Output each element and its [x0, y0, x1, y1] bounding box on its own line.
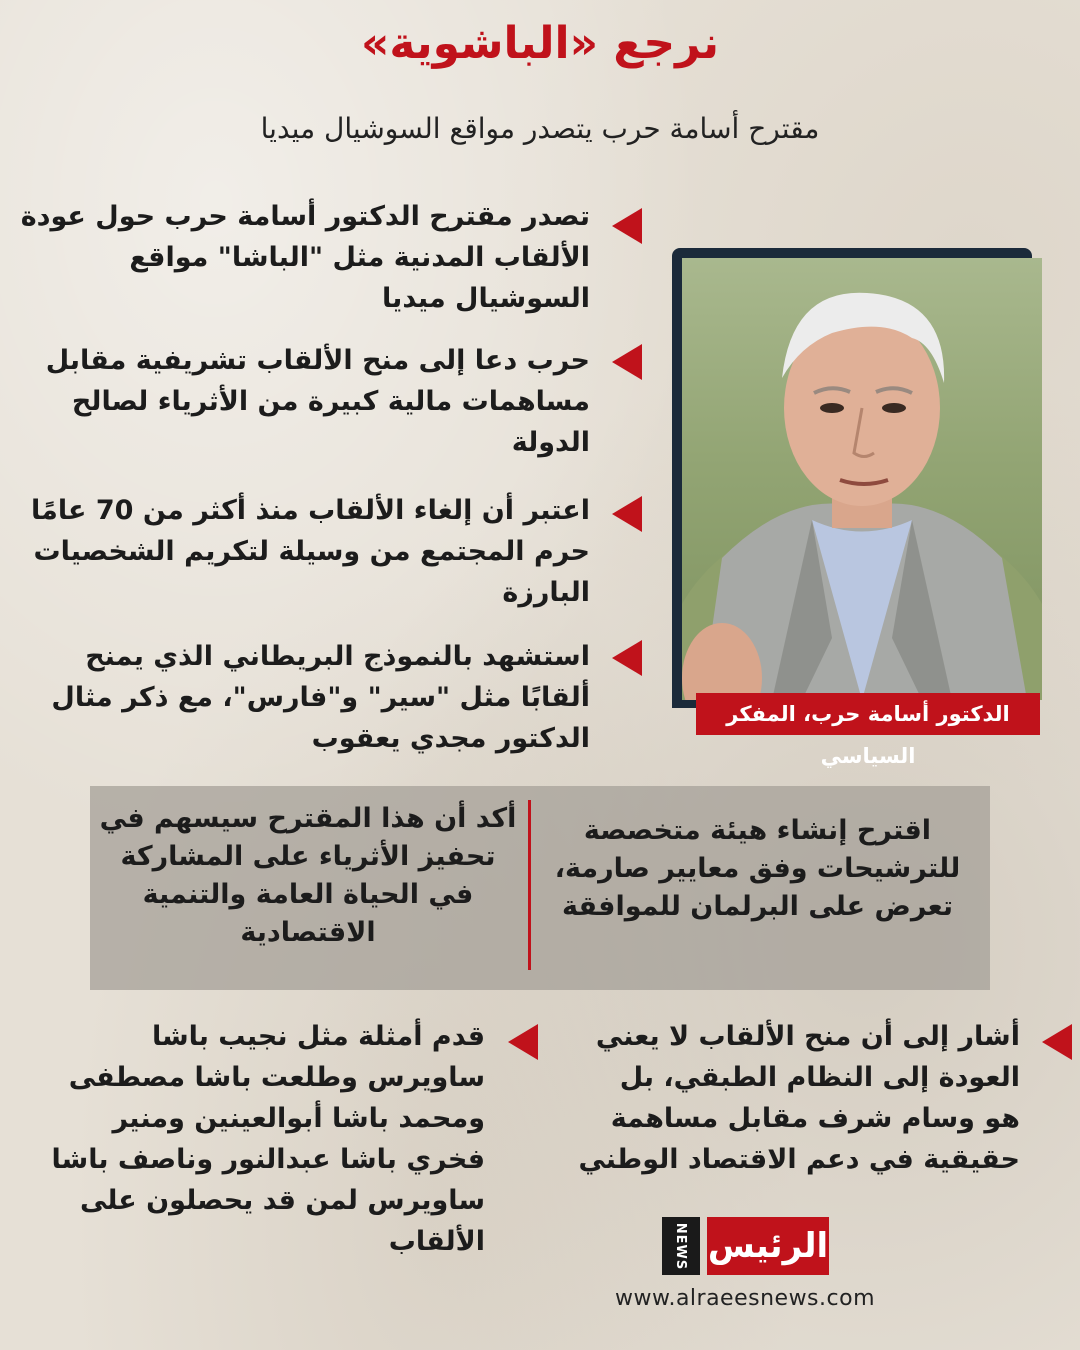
portrait-photo — [682, 258, 1042, 700]
bullet-item-1: تصدر مقترح الدكتور أسامة حرب حول عودة الألقاب المدنية مثل "الباشا" مواقع السوشيال ميديا — [20, 201, 590, 314]
bullet-triangle-icon — [612, 344, 642, 380]
box-right-text: اقترح إنشاء هيئة متخصصة للترشيحات وفق معايير صارمة، تعرض على البرلمان للموافقة — [554, 815, 961, 922]
page-subtitle: مقترح أسامة حرب يتصدر مواقع السوشيال ميديا — [260, 112, 820, 145]
page-title: نرجع «الباشوية» — [361, 18, 719, 69]
photo-caption: الدكتور أسامة حرب، المفكر السياسي — [696, 693, 1040, 735]
bullet-item-4: استشهد بالنموذج البريطاني الذي يمنح ألقابًا مثل "سير" و"فارس"، مع ذكر مثال الدكتور مجدي يعقوب — [51, 641, 590, 754]
bullet-triangle-icon — [612, 496, 642, 532]
site-logo: الرئيس — [707, 1217, 829, 1275]
bullet-triangle-icon — [612, 640, 642, 676]
bullet-triangle-icon — [1042, 1024, 1072, 1060]
bottom-right-text: أشار إلى أن منح الألقاب لا يعني العودة إلى النظام الطبقي، بل هو وسام شرف مقابل مساهمة حقيقية في دعم الاقتصاد الوطني — [578, 1021, 1020, 1175]
bottom-left-text: قدم أمثلة مثل نجيب باشا ساويرس وطلعت باشا مصطفى ومحمد باشا أبوالعينين ومنير فخري باشا عبدالنور وناصف باشا ساويرس لمن قد يحصلون على الألقاب — [51, 1021, 485, 1257]
box-left-text: أكد أن هذا المقترح سيسهم في تحفيز الأثرياء على المشاركة في الحياة العامة والتنمية الاقتصادية — [99, 803, 517, 948]
website-url[interactable]: www.alraeesnews.com — [614, 1286, 876, 1311]
logo-news-label: NEWS — [673, 1222, 689, 1270]
box-divider — [528, 800, 531, 970]
logo-news-badge — [662, 1217, 700, 1275]
bullet-item-3: اعتبر أن إلغاء الألقاب منذ أكثر من 70 عامًا حرم المجتمع من وسيلة لتكريم الشخصيات البارزة — [31, 495, 590, 608]
bullet-triangle-icon — [612, 208, 642, 244]
bullet-triangle-icon — [508, 1024, 538, 1060]
bullet-item-2: حرب دعا إلى منح الألقاب تشريفية مقابل مساهمات مالية كبيرة من الأثرياء لصالح الدولة — [45, 345, 590, 458]
person-illustration — [682, 258, 1042, 700]
